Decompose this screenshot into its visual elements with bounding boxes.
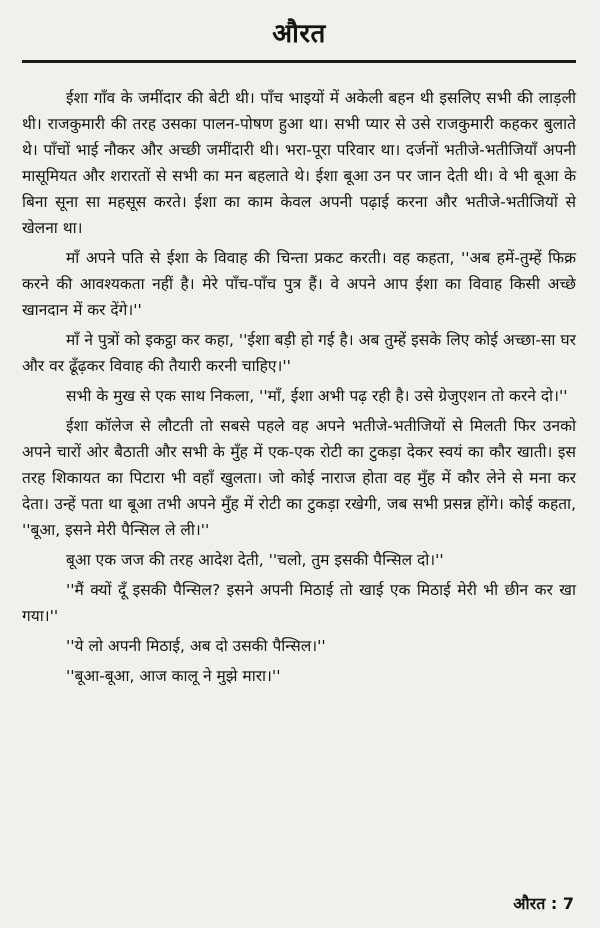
chapter-body	[22, 85, 576, 689]
paragraph: बूआ एक जज की तरह आदेश देती, ''चलो, तुम इसकी पैन्सिल दो।''	[66, 551, 444, 569]
title-underline	[22, 60, 576, 63]
book-page	[0, 14, 600, 928]
paragraph: ईशा गाँव के जमींदार की बेटी थी। पाँच भाइयों में अकेली बहन थी इसलिए सभी की लाड़ली थी। राजकुमारी की तरह उसका पालन-पोषण हुआ था। सभी प्यार से उसे राजकुमारी कहकर बुलाते थे। पाँचों भाई नौकर और अच्छी जमींदारी थी। भरा-पूरा परिवार था। दर्जनों भतीजे-भतीजियाँ अपनी मासूमियत और शरारतों से सभी का मन बहलाते थे। ईशा बूआ उन पर जान देती थी। वे भी बूआ के बिना सूना सा महसूस करते। ईशा का काम केवल अपनी पढ़ाई करना और भतीजे-भतीजियों से खेलना था।	[22, 89, 576, 237]
paragraph: ''बूआ-बूआ, आज कालू ने मुझे मारा।''	[66, 667, 281, 685]
page-footer: औरत : 7	[513, 894, 574, 913]
paragraph: ''मैं क्यों दूँ इसकी पैन्सिल? इसने अपनी मिठाई तो खाई एक मिठाई मेरी भी छीन कर खा गया।''	[22, 581, 576, 625]
paragraph: ''ये लो अपनी मिठाई, अब दो उसकी पैन्सिल।''	[66, 637, 326, 655]
paragraph: माँ अपने पति से ईशा के विवाह की चिन्ता प्रकट करती। वह कहता, ''अब हमें-तुम्हें फिक्र करने की आवश्यकता नहीं है। मेरे पाँच-पाँच पुत्र हैं। वे अपने आप ईशा का विवाह किसी अच्छे खानदान में कर देंगे।''	[22, 249, 576, 319]
chapter-title: औरत	[272, 19, 326, 49]
paragraph: ईशा कॉलेज से लौटती तो सबसे पहले वह अपने भतीजे-भतीजियों से मिलती फिर उनको अपने चारों ओर बैठाती और सभी के मुँह में एक-एक रोटी का टुकड़ा देकर स्वयं का कौर खाती। इस तरह शिकायत का पिटारा भी वहाँ खुलता। जो कोई नाराज होता वह मुँह में कौर लेने से मना कर देता। उन्हें पता था बूआ तभी अपने मुँह में रोटी का टुकड़ा रखेगी, जब सभी प्रसन्न होंगे। कोई कहता, ''बूआ, इसने मेरी पैन्सिल ले ली।''	[22, 417, 576, 539]
paragraph: माँ ने पुत्रों को इकट्ठा कर कहा, ''ईशा बड़ी हो गई है। अब तुम्हें इसके लिए कोई अच्छा-सा घर और वर ढूँढ़कर विवाह की तैयारी करनी चाहिए।''	[22, 331, 576, 375]
paragraph: सभी के मुख से एक साथ निकला, ''माँ, ईशा अभी पढ़ रही है। उसे ग्रेजुएशन तो करने दो।''	[66, 387, 568, 405]
